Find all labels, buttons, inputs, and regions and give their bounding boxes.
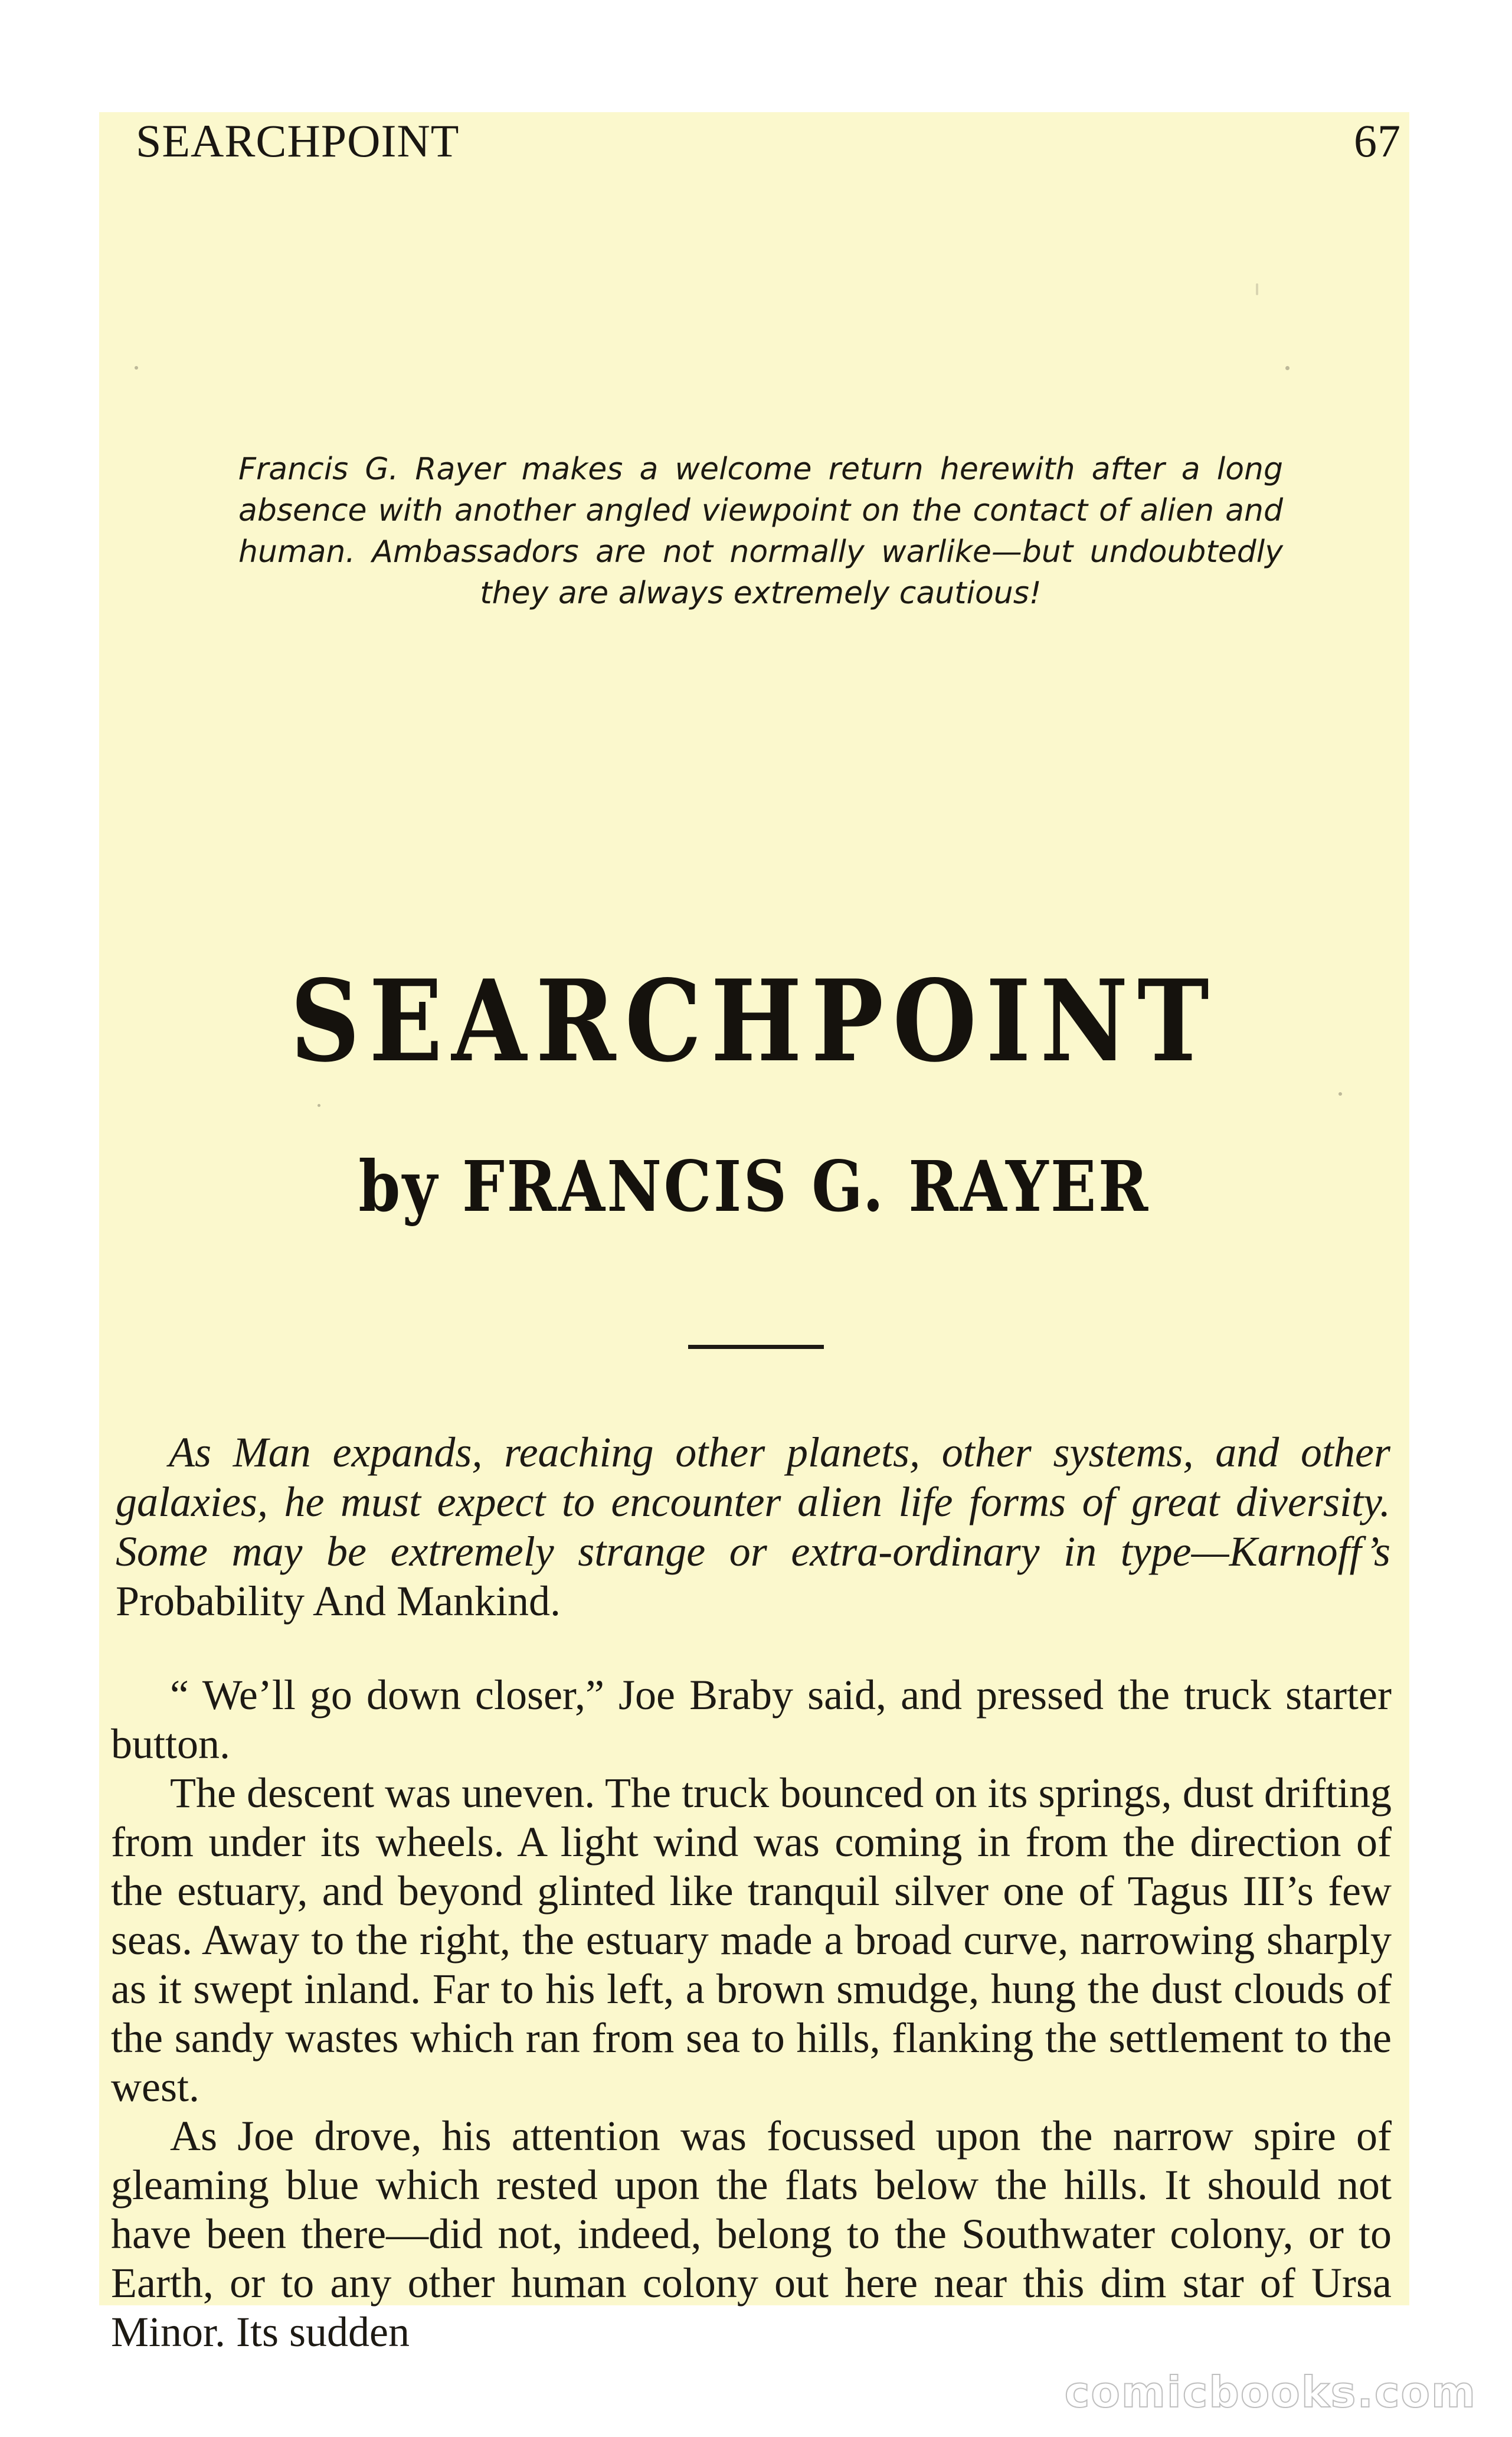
- story-paragraph: “ We’ll go down closer,” Joe Braby said, and pressed the truck starter button.: [111, 1671, 1392, 1768]
- epigraph-quote: As Man expands, reaching other planets, other systems, and other galaxies, he must expect to encounter alien life forms of great diversity. Some may be extremely strange or extra-ordinary in type—Karnoff’s: [116, 1429, 1390, 1575]
- story-byline: by FRANCIS G. RAYER: [358, 1145, 1150, 1227]
- paper-speck: [318, 1104, 320, 1107]
- book-page: [99, 112, 1409, 2356]
- editorial-blurb: Francis G. Rayer makes a welcome return herewith after a long absence with another angled viewpoint on the contact of alien and human. Ambassadors are not normally warlike—but undoubtedly they are always extremely cautious!: [238, 452, 1283, 611]
- page-number: 67: [1354, 115, 1401, 166]
- running-title: SEARCHPOINT: [136, 115, 460, 166]
- paper-speck: [1338, 1092, 1342, 1096]
- title-divider: [688, 1345, 824, 1349]
- paper-speck: [1285, 366, 1290, 370]
- story-title: SEARCHPOINT: [290, 955, 1219, 1087]
- epigraph-source: Probability And Mankind.: [116, 1577, 561, 1625]
- paper-speck: [135, 366, 138, 370]
- site-watermark: comicbooks.com: [1064, 2367, 1477, 2417]
- running-head: [136, 115, 1401, 174]
- paper-speck: [1256, 283, 1258, 295]
- epigraph-block: [116, 1427, 1390, 1626]
- story-body: [111, 1671, 1392, 2357]
- epigraph: [116, 1427, 1390, 1626]
- story-paragraph: As Joe drove, his attention was focussed upon the narrow spire of gleaming blue which rested upon the flats below the hills. It should not have been there—did not, indeed, belong to the Southwater colony, or to Earth, or to any other human colony out here near this dim star of Ursa Minor. Its sudden: [111, 2112, 1392, 2356]
- story-paragraph: The descent was uneven. The truck bounced on its springs, dust drifting from under its wheels. A light wind was coming in from the direction of the estuary, and beyond glinted like tranquil silver one of Tagus III’s few seas. Away to the right, the estuary made a broad curve, narrowing sharply as it swept inland. Far to his left, a brown smudge, hung the dust clouds of the sandy wastes which ran from sea to hills, flanking the settlement to the west.: [111, 1769, 1392, 2111]
